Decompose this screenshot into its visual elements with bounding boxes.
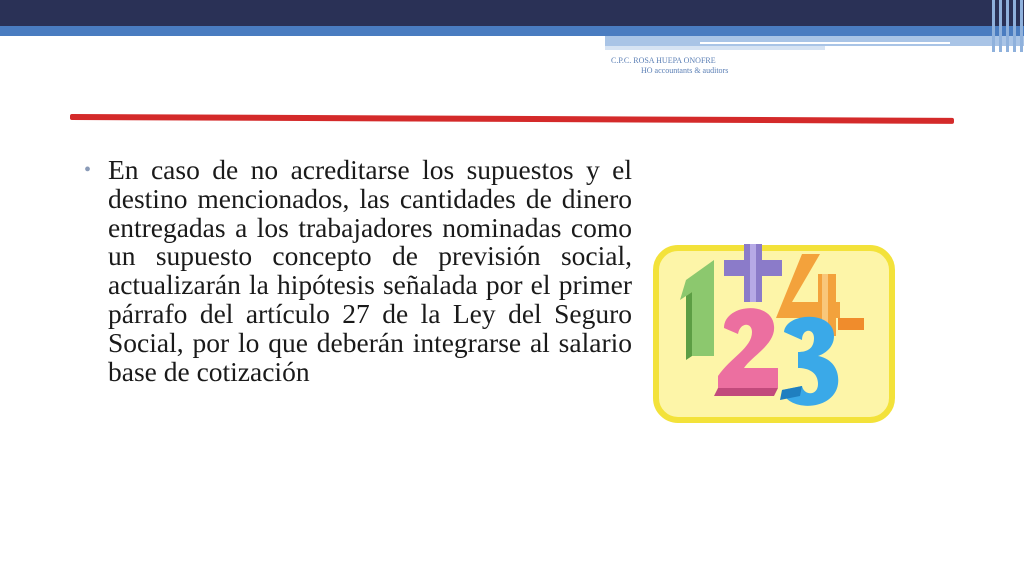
bullet-icon: •: [84, 159, 92, 181]
minus-icon: [838, 318, 864, 330]
credit-author: C.P.C. ROSA HUEPA ONOFRE: [611, 56, 716, 65]
title-rule: [70, 114, 954, 124]
bullet-text: En caso de no acreditarse los supuestos y el destino mencionados, las cantidades de dinero entregadas a los trabajadores nominadas como un supuesto concepto de previsión social, actualizarán la hipótesis señalada por el primer párrafo del artículo 27 de la Ley del Seguro Social, por lo que deberán integrarse al salario base de cotización: [108, 154, 632, 387]
numbers-illustration: [652, 240, 896, 428]
slide-credit: [611, 56, 728, 76]
bullet-item: [84, 156, 632, 386]
header-bar-dark: [0, 0, 1024, 26]
slide-body: [84, 156, 632, 386]
header-line: [700, 42, 950, 44]
header-stripes: [990, 0, 1024, 52]
header-bar-blue: [0, 26, 1024, 36]
header-bar-light: [605, 36, 1024, 46]
numbers-icon: [652, 240, 896, 428]
credit-firm: HO accountants & auditors: [641, 66, 729, 75]
header-bar-light-2: [605, 46, 825, 50]
